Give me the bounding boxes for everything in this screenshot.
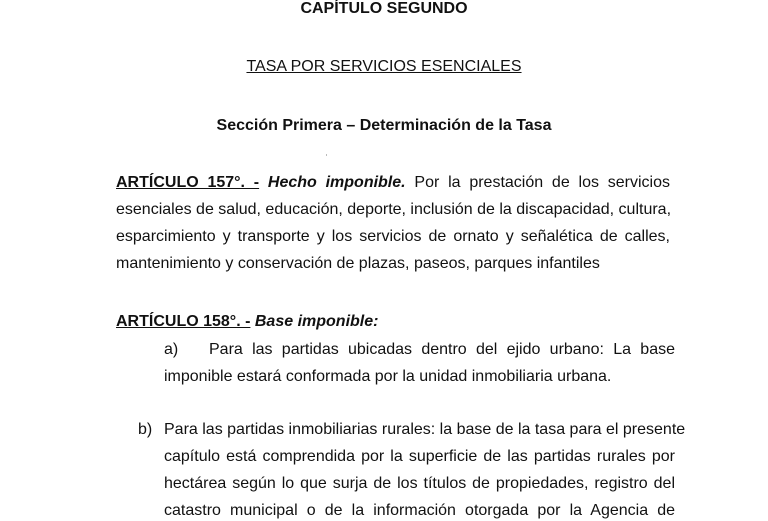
tax-title: TASA POR SERVICIOS ESENCIALES xyxy=(246,58,522,75)
item-b-line-1: Para las partidas inmobiliarias rurales: la base de la tasa para el presente xyxy=(164,421,686,438)
article-157-line-3: esparcimiento y transporte y los servicios de ornato y señalética de calles, xyxy=(116,228,670,245)
chapter-title: CAPÍTULO SEGUNDO xyxy=(300,0,468,17)
article-158-line-1 xyxy=(116,312,378,332)
item-b-marker: b) xyxy=(138,421,153,438)
article-158-subject: Base imponible: xyxy=(254,313,379,330)
item-b-line-4: catastro municipal o de la información otorgada por la Agencia de xyxy=(164,502,675,519)
item-a-line-2: imponible estará conformada por la unidad inmobiliaria urbana. xyxy=(164,368,612,385)
scan-speck xyxy=(326,154,327,156)
item-a-marker: a) xyxy=(164,341,179,358)
item-b-line-3: hectárea según lo que surja de los títulos de propiedades, registro del xyxy=(164,475,675,492)
item-a-line-1: Para las partidas ubicadas dentro del ejido urbano: La base xyxy=(209,341,675,358)
article-157-text-start: Por la prestación de los servicios xyxy=(414,174,670,191)
article-157-line-4: mantenimiento y conservación de plazas, paseos, parques infantiles xyxy=(116,255,600,272)
article-157-line-1 xyxy=(116,173,670,193)
article-157-heading: ARTÍCULO 157°. - xyxy=(116,174,260,191)
article-157-subject: Hecho imponible. xyxy=(267,174,406,191)
article-157-line-2: esenciales de salud, educación, deporte, inclusión de la discapacidad, cultura, xyxy=(116,201,672,218)
item-b-line-2: capítulo está comprendida por la superficie de las partidas rurales por xyxy=(164,448,675,465)
article-158-heading: ARTÍCULO 158°. - xyxy=(116,313,251,330)
section-title: Sección Primera – Determinación de la Tasa xyxy=(216,117,552,134)
